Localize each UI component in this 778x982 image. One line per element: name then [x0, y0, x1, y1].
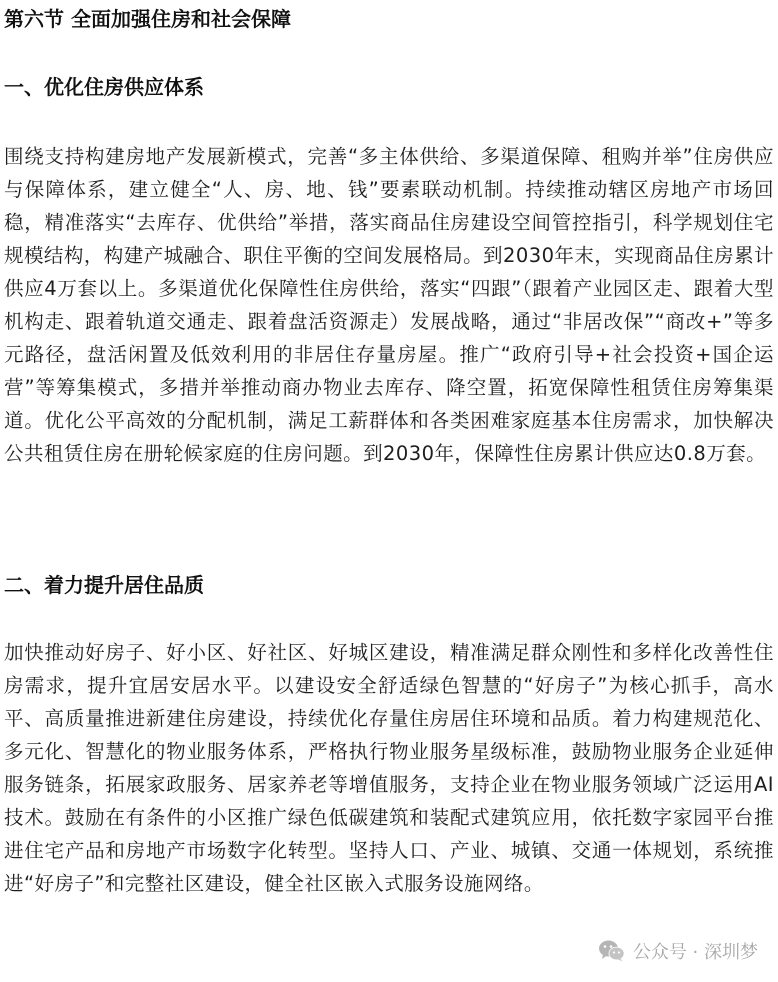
section-title: 第六节 全面加强住房和社会保障	[4, 7, 291, 31]
subsection-heading-1: 一、优化住房供应体系	[4, 75, 204, 99]
subsection-paragraph-1: 围绕支持构建房地产发展新模式，完善“多主体供给、多渠道保障、租购并举”住房供应与保障体系，建立健全“人、房、地、钱”要素联动机制。持续推动辖区房地产市场回稳，精准落实“去库存、优供给”举措，落实商品住房建设空间管控指引，科学规划住宅规模结构，构建产城融合、职住平衡的空间发展格局。到2030年末，实现商品住房累计供应4万套以上。多渠道优化保障性住房供给，落实“四跟”（跟着产业园区走、跟着大型机构走、跟着轨道交通走、跟着盘活资源走）发展战略，通过“非居改保”“商改+”等多元路径，盘活闲置及低效利用的非居住存量房屋。推广“政府引导+社会投资+国企运营”等筹集模式，多措并举推动商办物业去库存、降空置，拓宽保障性租赁住房筹集渠道。优化公平高效的分配机制，满足工薪群体和各类困难家庭基本住房需求，加快解决公共租赁住房在册轮候家庭的住房问题。到2030年，保障性住房累计供应达0.8万套。	[4, 145, 774, 465]
subsection-paragraph-2: 加快推动好房子、好小区、好社区、好城区建设，精准满足群众刚性和多样化改善性住房需求，提升宜居安居水平。以建设安全舒适绿色智慧的“好房子”为核心抓手，高水平、高质量推进新建住房建设，持续优化存量住房居住环境和品质。着力构建规范化、多元化、智慧化的物业服务体系，严格执行物业服务星级标准，鼓励物业服务企业延伸服务链条，拓展家政服务、居家养老等增值服务，支持企业在物业服务领域广泛运用AI技术。鼓励在有条件的小区推广绿色低碳建筑和装配式建筑应用，依托数字家园平台推进住宅产品和房地产市场数字化转型。坚持人口、产业、城镇、交通一体规划，系统推进“好房子”和完整社区建设，健全社区嵌入式服务设施网络。	[4, 641, 774, 895]
wechat-icon	[598, 939, 626, 963]
watermark-label: 公众号 · 深圳梦	[632, 942, 758, 963]
subsection-heading-2: 二、着力提升居住品质	[4, 573, 204, 597]
watermark	[598, 936, 758, 966]
